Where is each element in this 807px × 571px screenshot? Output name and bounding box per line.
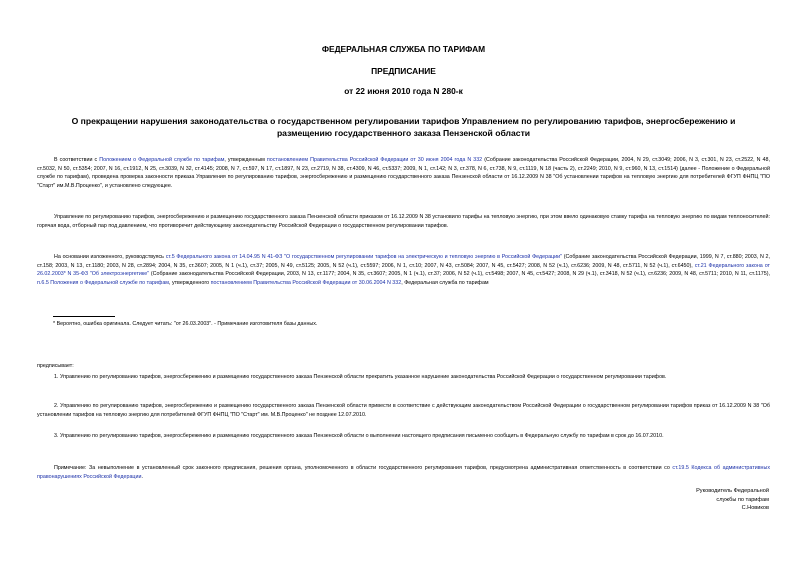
text-span: , утвержденного bbox=[168, 279, 211, 286]
text-span: (Собрание законодательства Российской Федерации, 2004, N 29, ст.3049; 2006, N 3, ст.301, N 23, ст.2522, N 48, ст.5032, N 50, ст.5354; 2007, N 16, ст.1912, N 25, ст.3039, N 32, ст.4145; 2008, N 7, ст.597, N 17, ст.1897, N 23, ст.2719, N 38, ст.4309, N 46, ст.5337; 2009, N 1, ст.142; N 3, ст.378, N 6, ст.738, N 9, ст.1119, N 18 (часть 2), ст.2249; 2010, N 9, ст.960, N 13, ст.1514) (далее - Положение о Федеральной службе по тарифам), проведена проверка законности приказа Управления по регулированию тарифов, энергосбережению и размещению государственного заказа Пензенской области от 16.12.2009 N 38 "Об установлении тарифов на тепловую энергию для потребителей ФГУП ФНПЦ "ПО "Старт" им.М.В.Проценко", и установлено следующее. bbox=[37, 157, 770, 189]
link-government-decree-332-b[interactable]: постановлением Правительства Российской Федерации от 30.06.2004 N 332 bbox=[210, 279, 402, 286]
document-title-line-2: размещению государственного заказа Пензенской области bbox=[276, 127, 531, 138]
signatory-position-line-1: Руководитель Федеральной bbox=[696, 488, 769, 494]
document-type: ПРЕДПИСАНИЕ bbox=[371, 66, 436, 76]
link-admin-code-19-5[interactable]: ст.19.5 Кодекса об административных правонарушениях Российской Федерации bbox=[37, 465, 770, 480]
paragraph-basis bbox=[37, 156, 770, 190]
footnote-divider bbox=[53, 316, 115, 317]
prescription-item-1: 1. Управлению по регулированию тарифов, энергосбережению и размещению государственного заказа Пензенской области прекратить указанное нарушение законодательства Российской Федерации о государственном регулировании тарифов. bbox=[54, 374, 667, 380]
signatory-position-line-2: службы по тарифам bbox=[716, 496, 769, 503]
text-span: (Собрание законодательства Российской Федерации, 1999, N 7, ст.880; 2003, N 2, ст.158; 2003, N 13, ст.1180; 2003, N 28, ст.2894; 2004, N 35, ст.3607; 2005, N 1 (ч.1), ст.37; 2005, N 49, ст.5125; 2005, N 52 (ч.1), ст.5597; 2006, N 1, ст.10; 2007, N 43, ст.5084; 2007, N 45, ст.5427; 2008, N 52 (ч.1), ст.6236; 2009, N 48, ст.5711, N 52 (ч.1), ст.6450), bbox=[37, 254, 770, 269]
link-fts-regulation[interactable]: Положением о Федеральной службе по тарифам bbox=[99, 157, 225, 163]
link-federal-law-35fz[interactable]: ст.21 Федерального закона от 26.02.2003* N 35-ФЗ "Об электроэнергетике" bbox=[37, 262, 770, 278]
text-span: В соответствии с bbox=[54, 157, 100, 163]
paragraph-violation: Управление по регулированию тарифов, энергосбережению и размещению государственного заказа Пензенской области приказом от 16.12.2009 N 38 установило тарифы на тепловую энергию, при этом ввело одинаковую ставку тарифа на тепловую энергию по видам теплоносителей: горячая вода, отборный пар под давлением, что противоречит действующему законодательству Российской Федерации о государственном регулировании тарифов. bbox=[37, 214, 770, 229]
link-federal-law-41fz[interactable]: ст.5 Федерального закона от 14.04.95 N 41-ФЗ "О государственном регулировании тарифов на электрическую и тепловую энергию в Российской Федерации" bbox=[165, 254, 562, 260]
footnote: * Вероятно, ошибка оригинала. Следует читать: "от 26.03.2003". - Примечание изготовителя базы данных. bbox=[53, 321, 318, 327]
signatory-name: С.Новиков bbox=[741, 505, 769, 512]
text-span: . bbox=[141, 473, 143, 480]
prescription-item-2: 2. Управлению по регулированию тарифов, энергосбережению и размещению государственного заказа Пензенской области привести в соответствие с действующим законодательством Российской Федерации о государственном регулировании тарифов приказ от 16.12.2009 N 38 "Об установлении тарифов на тепловую энергию для потребителей ФГУП ФНПЦ "ПО "Старт" им. М.В.Проценко" не позднее 12.07.2010. bbox=[37, 403, 770, 418]
note-paragraph bbox=[37, 464, 770, 481]
prescribes-label: предписывает: bbox=[37, 363, 74, 369]
text-span: На основании изложенного, руководствуясь bbox=[54, 254, 166, 260]
text-span: Примечание: За невыполнение в установленный срок законного предписания, решения органа, уполномоченного в области государственного регулирования тарифов, предусмотрена административная ответственность в соответствии со bbox=[54, 465, 673, 471]
document-date-number: от 22 июня 2010 года N 280-к bbox=[344, 86, 463, 96]
signature-block bbox=[549, 487, 769, 513]
link-fts-regulation-item[interactable]: п.6.5 Положения о Федеральной службе по тарифам bbox=[37, 279, 169, 286]
text-span: , Федеральная служба по тарифам bbox=[401, 279, 489, 286]
text-span: (Собрание законодательства Российской Федерации, 2003, N 13, ст.1177; 2004, N 35, ст.3607; 2005, N 1 (ч.1), ст.37; 2006, N 52 (ч.1), ст.5498; 2007, N 45, ст.5427; 2008, N 29 (ч.1), ст.3418, N 52 (ч.1), ст.6236; 2009, N 48, ст.5711; 2010, N 11, ст.1175), bbox=[149, 271, 770, 278]
agency-heading: ФЕДЕРАЛЬНАЯ СЛУЖБА ПО ТАРИФАМ bbox=[321, 44, 486, 54]
document-title bbox=[60, 116, 747, 139]
paragraph-grounds bbox=[37, 253, 770, 287]
document-title-line-1: О прекращении нарушения законодательства о государственном регулировании тарифов Управлением по регулированию тарифов, энергосбережению и bbox=[71, 116, 736, 126]
prescription-item-3: 3. Управлению по регулированию тарифов, энергосбережению и размещению государственного заказа Пензенской области о выполнении настоящего предписания письменно сообщить в Федеральную службу по тарифам в срок до 16.07.2010. bbox=[54, 433, 664, 439]
link-government-decree-332[interactable]: постановлением Правительства Российской Федерации от 30 июня 2004 года N 332 bbox=[266, 157, 483, 163]
text-span: , утвержденным bbox=[224, 157, 267, 163]
